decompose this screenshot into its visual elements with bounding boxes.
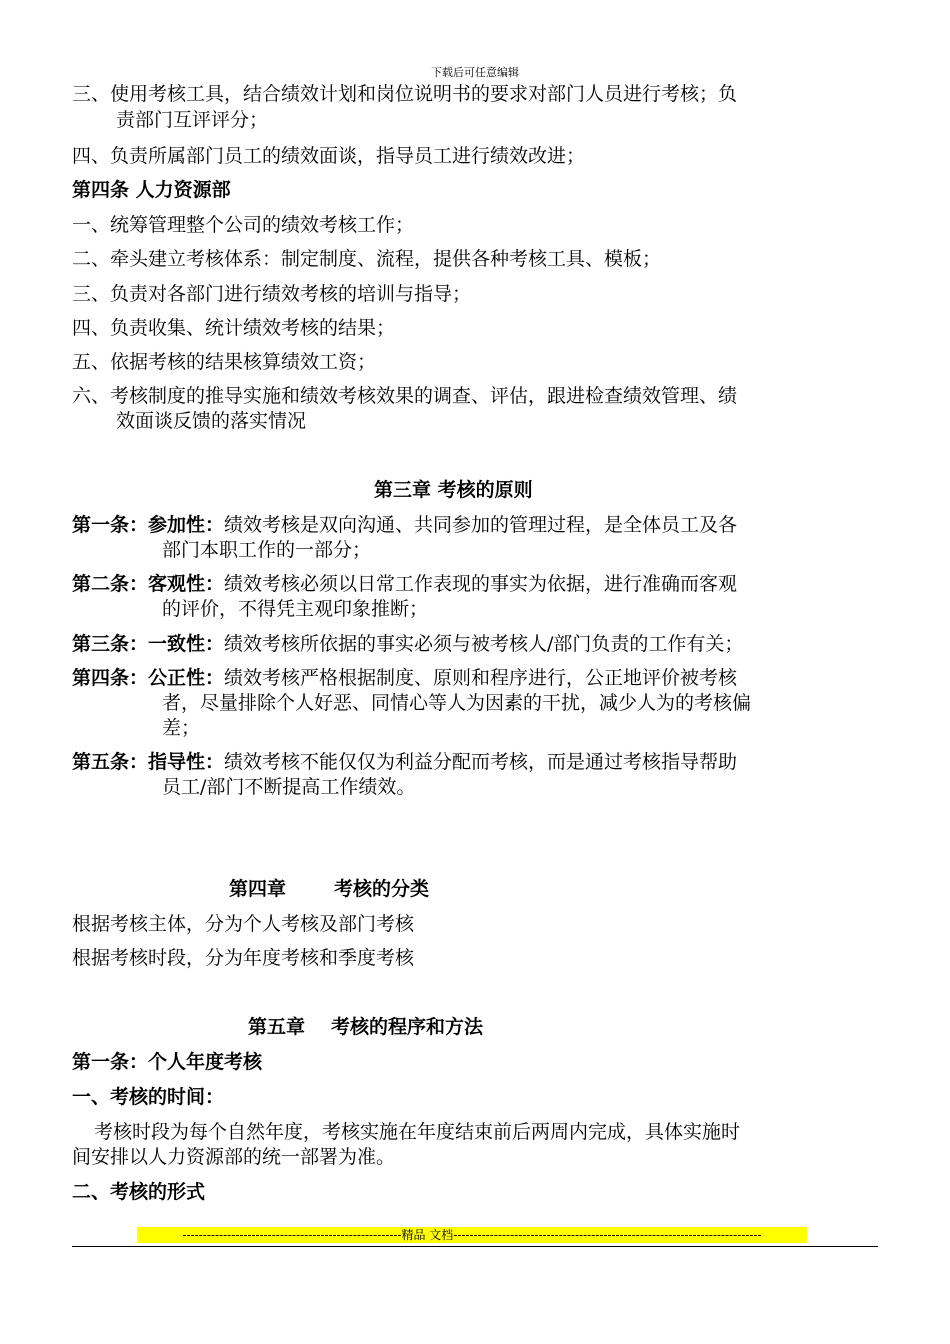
principle-5-line-2: 员工/部门不断提高工作绩效。 xyxy=(162,776,416,798)
chapter4-title-number: 第四章 xyxy=(229,878,287,900)
hr-item-2: 二、牵头建立考核体系：制定制度、流程，提供各种考核工具、模板； xyxy=(72,248,662,270)
chapter5-sub1-heading: 一、考核的时间： xyxy=(72,1086,225,1108)
chapter5-sub1-text-line-2: 间安排以人力资源部的统一部署为准。 xyxy=(72,1146,396,1168)
article4-heading: 第四条 人力资源部 xyxy=(72,179,231,201)
principle-4-line-2: 者，尽量排除个人好恶、同情心等人为因素的干扰，减少人为的考核偏 xyxy=(162,692,752,714)
principle-4-label: 第四条： xyxy=(72,667,149,689)
chapter4-line-2: 根据考核时段，分为年度考核和季度考核 xyxy=(72,947,415,969)
principle-3-term: 一致性： xyxy=(148,633,225,655)
chapter5-title-name: 考核的程序和方法 xyxy=(331,1016,484,1038)
principle-1-line-1 xyxy=(72,513,737,537)
principle-3-line-1 xyxy=(72,632,743,656)
principle-4-text: 绩效考核严格根据制度、原则和程序进行，公正地评价被考核 xyxy=(224,667,738,689)
chapter4-line-1: 根据考核主体，分为个人考核及部门考核 xyxy=(72,913,415,935)
principle-3-text: 绩效考核所依据的事实必须与被考核人/部门负责的工作有关； xyxy=(224,633,744,655)
footer-banner xyxy=(137,1227,807,1243)
footer-rule xyxy=(72,1246,878,1247)
principle-5-term: 指导性： xyxy=(148,751,225,773)
header-note: 下载后可任意编辑 xyxy=(431,66,519,79)
chapter5-sub1-text-line-1: 考核时段为每个自然年度，考核实施在年度结束前后两周内完成，具体实施时 xyxy=(94,1121,741,1143)
chapter4-title-name: 考核的分类 xyxy=(334,878,430,900)
hr-item-5: 五、依据考核的结果核算绩效工资； xyxy=(72,351,377,373)
dept-item-3-line-2: 责部门互评评分； xyxy=(116,109,269,131)
footer-text: 精品 文档 xyxy=(401,1228,454,1242)
principle-2-term: 客观性： xyxy=(148,573,225,595)
principle-2-label: 第二条： xyxy=(72,573,149,595)
hr-item-3: 三、负责对各部门进行绩效考核的培训与指导； xyxy=(72,283,472,305)
chapter5-article1: 第一条：个人年度考核 xyxy=(72,1051,263,1073)
principle-2-line-2: 的评价，不得凭主观印象推断； xyxy=(162,598,429,620)
principle-3-label: 第三条： xyxy=(72,633,149,655)
hr-item-4: 四、负责收集、统计绩效考核的结果； xyxy=(72,317,396,339)
principle-2-text: 绩效考核必须以日常工作表现的事实为依据，进行准确而客观 xyxy=(224,573,738,595)
principle-4-term: 公正性： xyxy=(148,667,225,689)
principle-5-line-1 xyxy=(72,750,737,774)
principle-5-label: 第五条： xyxy=(72,751,149,773)
principle-1-label: 第一条： xyxy=(72,514,149,536)
footer-right-dashes: ---------------------------------------------------------------------------- xyxy=(453,1228,762,1242)
principle-2-line-1 xyxy=(72,572,737,596)
hr-item-6-line-2: 效面谈反馈的落实情况 xyxy=(116,410,307,432)
chapter5-title xyxy=(248,1015,483,1039)
hr-item-1: 一、统筹管理整个公司的绩效考核工作； xyxy=(72,214,415,236)
principle-4-line-3: 差； xyxy=(162,717,201,739)
chapter5-sub2-heading: 二、考核的形式 xyxy=(72,1181,206,1203)
chapter3-title: 第三章 考核的原则 xyxy=(374,479,533,501)
principle-1-term: 参加性： xyxy=(148,514,225,536)
chapter4-title xyxy=(229,877,429,901)
principle-5-text: 绩效考核不能仅仅为利益分配而考核，而是通过考核指导帮助 xyxy=(224,751,738,773)
dept-item-4: 四、负责所属部门员工的绩效面谈，指导员工进行绩效改进； xyxy=(72,145,586,167)
principle-1-line-2: 部门本职工作的一部分； xyxy=(162,539,372,561)
chapter5-title-number: 第五章 xyxy=(248,1016,306,1038)
principle-4-line-1 xyxy=(72,666,737,690)
dept-item-3-line-1: 三、使用考核工具，结合绩效计划和岗位说明书的要求对部门人员进行考核；负 xyxy=(72,83,738,105)
hr-item-6-line-1: 六、考核制度的推导实施和绩效考核效果的调查、评估，跟进检查绩效管理、绩 xyxy=(72,385,738,407)
footer-left-dashes: ------------------------------------------------------ xyxy=(182,1228,402,1242)
principle-1-text: 绩效考核是双向沟通、共同参加的管理过程，是全体员工及各 xyxy=(224,514,738,536)
